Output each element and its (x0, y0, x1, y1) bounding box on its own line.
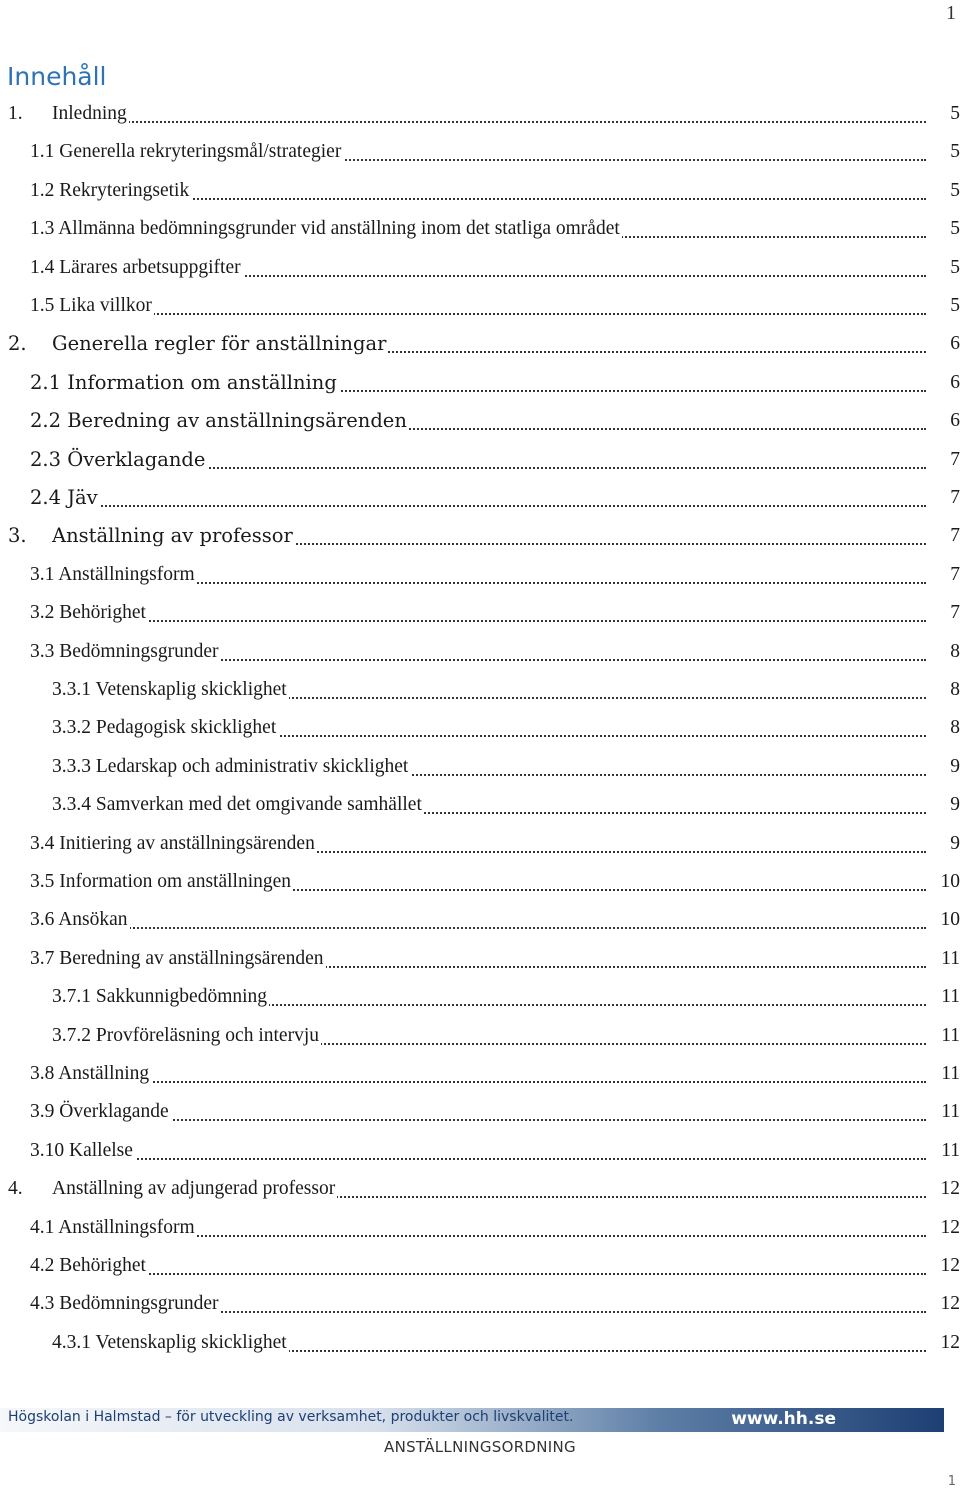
toc-entry-page: 11 (930, 1093, 960, 1131)
toc-dot-leader (8, 121, 926, 123)
toc-entry[interactable] (30, 1209, 960, 1247)
toc-entry-number: 3. (8, 524, 27, 548)
footer-url[interactable]: www.hh.se (731, 1409, 836, 1429)
toc-entry[interactable] (52, 748, 960, 786)
toc-entry-number: 3.1 (30, 563, 55, 585)
toc-entry-page: 5 (930, 172, 960, 210)
toc-entry-title: Beredning av anställningsärenden (59, 947, 324, 969)
toc-entry-title: Generella regler för anställningar (52, 332, 387, 356)
toc-entry-number: 4.3 (30, 1293, 55, 1315)
toc-entry-page: 7 (930, 441, 960, 479)
toc-entry[interactable] (30, 1093, 960, 1131)
toc-entry-page: 11 (930, 978, 960, 1016)
toc-entry[interactable] (30, 210, 960, 248)
toc-entry-number: 2.3 (30, 447, 62, 471)
toc-entry-number: 1. (8, 103, 23, 124)
toc-entry-title: Lärares arbetsuppgifter (59, 256, 241, 278)
toc-entry-page: 11 (930, 1132, 960, 1170)
toc-entry-title: Behörighet (59, 602, 146, 624)
footer-tagline: Högskolan i Halmstad – för utveckling av verksamhet, produkter och livskvalitet. (8, 1409, 574, 1425)
toc-entry-number: 2.4 (30, 486, 62, 509)
toc-entry-page: 5 (930, 133, 960, 171)
toc-dot-leader (30, 1081, 926, 1083)
toc-entry-title: Vetenskaplig skicklighet (95, 1331, 287, 1353)
toc-entry-number: 2.1 (30, 370, 62, 394)
toc-entry-title: Överklagande (67, 447, 206, 471)
page-number-top: 1 (946, 2, 956, 24)
toc-entry-page: 8 (930, 671, 960, 709)
toc-entry[interactable] (30, 940, 960, 978)
toc-entry[interactable] (8, 325, 960, 363)
toc-entry-page: 10 (930, 901, 960, 939)
toc-entry[interactable] (52, 671, 960, 709)
toc-entry-page: 5 (930, 95, 960, 133)
toc-entry-number: 3.2 (30, 602, 55, 624)
toc-entry-title: Lika villkor (59, 295, 152, 316)
toc-entry-page: 7 (930, 556, 960, 594)
toc-entry-title: Beredning av anställningsärenden (67, 409, 407, 433)
toc-entry-page: 9 (930, 786, 960, 824)
toc-entry-number: 2. (8, 332, 27, 356)
toc-entry-page: 12 (930, 1324, 960, 1362)
toc-dot-leader (30, 505, 926, 507)
toc-entry[interactable] (30, 1247, 960, 1285)
toc-dot-leader (30, 1273, 926, 1275)
toc-entry[interactable] (30, 249, 960, 287)
toc-entry-title: Överklagande (59, 1101, 169, 1123)
toc-entry-title: Information om anställningen (59, 871, 292, 892)
toc-entry-number: 3.5 (30, 871, 55, 892)
toc-entry[interactable] (30, 1132, 960, 1170)
toc-entry-page: 5 (930, 210, 960, 248)
toc-entry-title: Anställning av adjungerad professor (52, 1178, 336, 1200)
toc-entry-number: 1.1 (30, 141, 55, 163)
toc-entry-title: Kallelse (69, 1139, 133, 1161)
toc-entry-number: 4.2 (30, 1255, 55, 1276)
toc-entry-page: 11 (930, 1055, 960, 1093)
toc-entry-page: 7 (930, 594, 960, 632)
toc-entry-page: 5 (930, 249, 960, 287)
toc-entry-page: 7 (930, 479, 960, 517)
toc-entry-number: 2.2 (30, 409, 62, 433)
toc-entry-title: Initiering av anställningsärenden (59, 832, 315, 854)
toc-entry-title: Vetenskaplig skicklighet (95, 679, 287, 700)
toc-entry-page: 6 (930, 364, 960, 402)
toc-entry[interactable] (8, 517, 960, 555)
toc-entry-title: Rekryteringsetik (59, 179, 190, 201)
toc-entry[interactable] (30, 594, 960, 632)
toc-entry-number: 4.1 (30, 1216, 55, 1238)
toc-entry[interactable] (30, 402, 960, 440)
page-number-bottom: 1 (947, 1474, 956, 1489)
toc-entry-number: 3.7.2 (52, 1024, 91, 1046)
toc-entry-title: Sakkunnigbedömning (95, 986, 268, 1008)
toc-entry-title: Anställning (58, 1063, 150, 1084)
toc-entry-page: 11 (930, 1017, 960, 1055)
toc-entry[interactable] (30, 479, 960, 517)
toc-entry-title: Bedömningsgrunder (59, 640, 219, 662)
toc-entry-page: 12 (930, 1209, 960, 1247)
toc-entry-page: 5 (930, 287, 960, 325)
toc-entry-number: 3.7.1 (52, 986, 91, 1008)
toc-entry-page: 11 (930, 940, 960, 978)
toc-dot-leader (30, 620, 926, 622)
toc-entry[interactable] (52, 709, 960, 747)
toc-entry-title: Inledning (52, 103, 127, 124)
toc-entry-number: 1.3 (30, 218, 55, 240)
toc-entry[interactable] (30, 1055, 960, 1093)
toc-entry-number: 3.4 (30, 832, 55, 854)
toc-entry-page: 12 (930, 1247, 960, 1285)
toc-entry-number: 3.3.3 (52, 755, 91, 777)
toc-entry[interactable] (52, 978, 960, 1016)
toc-entry-number: 3.10 (30, 1139, 65, 1161)
toc-entry-number: 3.3.1 (52, 679, 91, 700)
toc-entry[interactable] (30, 287, 960, 325)
toc-entry-number: 3.8 (30, 1063, 55, 1084)
toc-entry-number: 3.3.2 (52, 717, 91, 739)
toc-entry[interactable] (30, 172, 960, 210)
toc-entry-number: 3.6 (30, 909, 55, 931)
toc-entry[interactable] (52, 1017, 960, 1055)
toc-entry[interactable] (30, 441, 960, 479)
toc-entry-title: Anställningsform (58, 563, 195, 585)
toc-entry-number: 3.3.4 (52, 794, 91, 816)
toc-dot-leader (30, 313, 926, 315)
toc-entry[interactable] (30, 556, 960, 594)
toc-entry-title: Anställningsform (58, 1216, 195, 1238)
toc-entry-title: Information om anställning (67, 370, 337, 394)
toc-entry-title: Ansökan (58, 909, 128, 931)
toc-entry-number: 3.9 (30, 1101, 55, 1123)
toc-entry-title: Anställning av professor (52, 524, 293, 548)
toc-entry-page: 6 (930, 402, 960, 440)
toc-entry-page: 12 (930, 1170, 960, 1208)
toc-entry-number: 4. (8, 1178, 23, 1200)
toc-entry-number: 3.7 (30, 947, 55, 969)
toc-entry-number: 3.3 (30, 640, 55, 662)
toc-dot-leader (30, 927, 926, 929)
toc-entry-title: Generella rekryteringsmål/strategier (59, 141, 342, 163)
toc-entry-page: 10 (930, 863, 960, 901)
footer-document-name: ANSTÄLLNINGSORDNING (384, 1438, 576, 1456)
toc-entry-page: 9 (930, 748, 960, 786)
toc-entry-page: 8 (930, 633, 960, 671)
toc-entry-number: 1.4 (30, 256, 55, 278)
toc-entry[interactable] (30, 863, 960, 901)
toc-entry-page: 7 (930, 517, 960, 555)
toc-entry[interactable] (52, 786, 960, 824)
toc-entry-title: Ledarskap och administrativ skicklighet (95, 755, 409, 777)
toc-entry-title: Jäv (67, 486, 98, 509)
toc-entry-page: 12 (930, 1285, 960, 1323)
toc-entry-title: Provföreläsning och intervju (95, 1024, 319, 1046)
toc-entry[interactable] (30, 133, 960, 171)
toc-entry[interactable] (8, 1170, 960, 1208)
toc-dot-leader (30, 1158, 926, 1160)
toc-entry[interactable] (30, 1285, 960, 1323)
toc-entry[interactable] (52, 1324, 960, 1362)
toc-entry-page: 8 (930, 709, 960, 747)
toc-entry-page: 6 (930, 325, 960, 363)
toc-entry-title: Behörighet (59, 1255, 146, 1276)
toc-entry[interactable] (30, 364, 960, 402)
toc-heading: Innehåll (7, 62, 107, 91)
toc-entry-number: 4.3.1 (52, 1331, 91, 1353)
toc-entry-title: Samverkan med det omgivande samhället (95, 794, 422, 816)
toc-entry[interactable] (30, 825, 960, 863)
toc-entry[interactable] (30, 901, 960, 939)
toc-entry[interactable] (30, 633, 960, 671)
toc-entry-number: 1.5 (30, 295, 55, 316)
toc-entry-title: Bedömningsgrunder (59, 1293, 219, 1315)
toc-entry-title: Allmänna bedömningsgrunder vid anställning inom det statliga området (58, 218, 620, 240)
toc-entry[interactable] (8, 95, 960, 133)
toc-entry-title: Pedagogisk skicklighet (95, 717, 277, 739)
toc-entry-number: 1.2 (30, 179, 55, 201)
toc-entry-page: 9 (930, 825, 960, 863)
